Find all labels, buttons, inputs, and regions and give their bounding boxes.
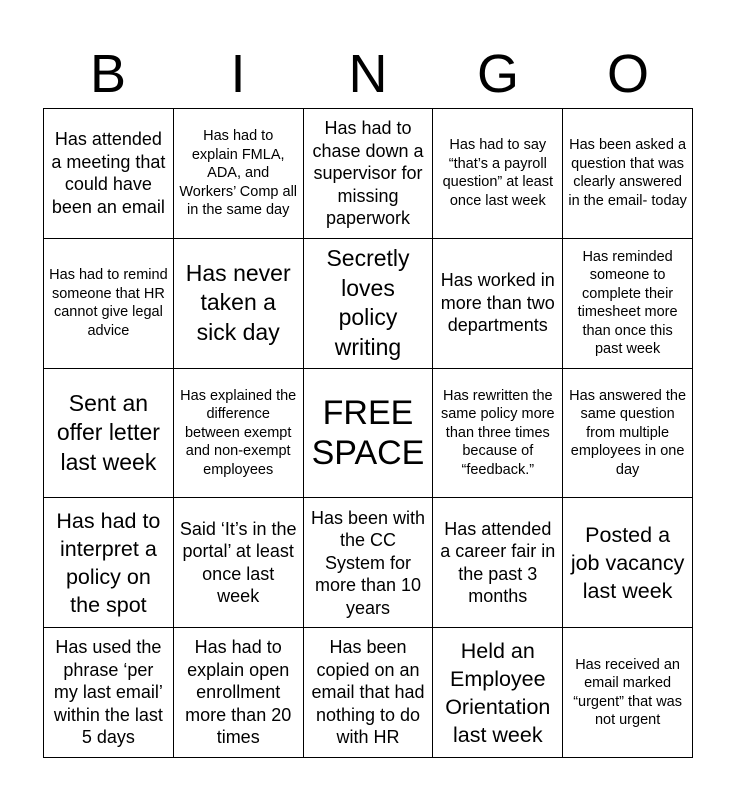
bingo-cell[interactable]: [304, 628, 434, 758]
bingo-cell-text: Has received an email marked “urgent” that was not urgent: [573, 656, 682, 729]
header-letter-o: O: [606, 44, 649, 104]
bingo-cell[interactable]: [44, 498, 174, 628]
bingo-board: [43, 108, 693, 758]
bingo-cell[interactable]: [563, 369, 693, 499]
header-letter-b: B: [89, 44, 127, 104]
bingo-cell[interactable]: [174, 239, 304, 369]
bingo-cell-text: Has had to say “that’s a payroll question” at least once last week: [442, 137, 553, 209]
bingo-cell-text: Has answered the same question from multiple employees in one day: [569, 387, 687, 478]
bingo-header: [43, 42, 693, 106]
bingo-cell-text: Has attended a career fair in the past 3 months: [440, 518, 556, 607]
bingo-cell[interactable]: [563, 628, 693, 758]
header-letter-i: I: [230, 44, 246, 104]
bingo-cell-text: Secretly loves policy writing: [326, 245, 410, 360]
bingo-cell[interactable]: [433, 239, 563, 369]
free-space-cell[interactable]: [304, 369, 434, 499]
bingo-cell[interactable]: [44, 369, 174, 499]
bingo-cell-text: Has attended a meeting that could have been an email: [51, 129, 166, 217]
bingo-cell[interactable]: [304, 109, 434, 239]
bingo-cell-text: Has used the phrase ‘per my last email’ within the last 5 days: [53, 637, 163, 748]
bingo-cell-text: Held an Employee Orientation last week: [445, 638, 551, 747]
free-space-text: FREE SPACE: [311, 393, 425, 472]
bingo-cell-text: Posted a job vacancy last week: [570, 522, 685, 603]
bingo-cell-text: Has had to explain open enrollment more than 20 times: [185, 637, 292, 748]
bingo-cell[interactable]: [433, 109, 563, 239]
bingo-cell[interactable]: [433, 369, 563, 499]
bingo-cell-text: Has had to interpret a policy on the spot: [56, 508, 161, 617]
bingo-cell-text: Has had to explain FMLA, ADA, and Workers’ Comp all in the same day: [179, 128, 298, 219]
bingo-cell-text: Has never taken a sick day: [185, 259, 291, 345]
bingo-cell[interactable]: [563, 109, 693, 239]
bingo-cell[interactable]: [563, 239, 693, 369]
bingo-cell-text: Has reminded someone to complete their timesheet more than once this past week: [577, 248, 678, 358]
bingo-cell-text: Has been copied on an email that had nothing to do with HR: [311, 637, 425, 748]
bingo-cell[interactable]: [44, 239, 174, 369]
bingo-cell[interactable]: [433, 498, 563, 628]
bingo-cell[interactable]: [174, 498, 304, 628]
bingo-cell[interactable]: [433, 628, 563, 758]
bingo-cell-text: Has had to remind someone that HR cannot give legal advice: [49, 267, 168, 339]
bingo-cell-text: Sent an offer letter last week: [56, 389, 160, 475]
header-letter-g: G: [476, 44, 519, 104]
header-letter-n: N: [348, 44, 388, 104]
bingo-cell-text: Has been asked a question that was clearly answered in the email- today: [568, 137, 687, 209]
bingo-cell-text: Has explained the difference between exempt and non-exempt employees: [180, 387, 297, 478]
bingo-cell[interactable]: [44, 109, 174, 239]
bingo-cell-text: Has rewritten the same policy more than three times because of “feedback.”: [440, 387, 555, 478]
bingo-cell[interactable]: [563, 498, 693, 628]
bingo-cell[interactable]: [174, 628, 304, 758]
bingo-cell[interactable]: [304, 498, 434, 628]
bingo-cell[interactable]: [174, 369, 304, 499]
bingo-cell-text: Has worked in more than two departments: [440, 270, 555, 336]
bingo-cell[interactable]: [44, 628, 174, 758]
bingo-cell-text: Has had to chase down a supervisor for missing paperwork: [312, 118, 424, 229]
bingo-cell-text: Has been with the CC System for more than 10 years: [310, 507, 426, 618]
bingo-cell[interactable]: [174, 109, 304, 239]
bingo-cell[interactable]: [304, 239, 434, 369]
bingo-cell-text: Said ‘It’s in the portal’ at least once last week: [179, 518, 297, 607]
